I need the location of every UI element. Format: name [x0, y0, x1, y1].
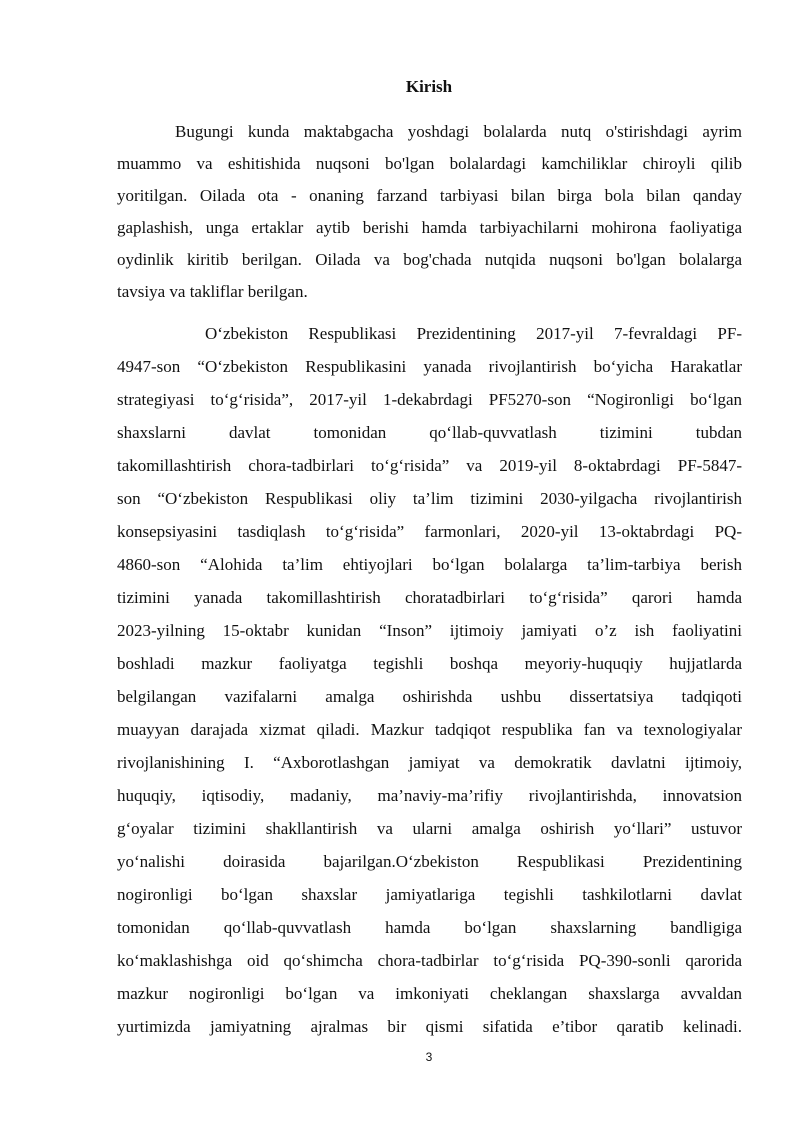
paragraph-2-line-1: O‘zbekiston Respublikasi Prezidentining 2017-yil 7-fevraldagi PF-	[205, 324, 742, 343]
paragraph-1-line-1: Bugungi kunda maktabgacha yoshdagi bolalarda nutq o'stirishdagi ayrim	[175, 122, 742, 141]
paragraph-1-line-2: muammo va eshitishida nuqsoni bo'lgan bolalardagi kamchiliklar chiroyli qilib	[117, 154, 742, 173]
paragraph-2-line-10: 2023-yilning 15-oktabr kunidan “Inson” ijtimoiy jamiyati o’z ish faoliyatini	[117, 621, 742, 640]
paragraph-2-line-5: takomillashtirish chora-tadbirlari to‘g‘risida” va 2019-yil 8-oktabrdagi PF-5847-	[117, 456, 742, 475]
paragraph-2-line-2: 4947-son “O‘zbekiston Respublikasini yanada rivojlantirish bo‘yicha Harakatlar	[117, 357, 742, 376]
paragraph-2-line-21: mazkur nogironligi bo‘lgan va imkoniyati cheklangan shaxslarga avvaldan	[117, 984, 742, 1003]
paragraph-2-line-4: shaxslarni davlat tomonidan qo‘llab-quvvatlash tizimini tubdan	[117, 423, 742, 442]
paragraph-1-line-4: gaplashish, unga ertaklar aytib berishi hamda tarbiyachilarni mohirona faoliyatiga	[117, 218, 742, 237]
paragraph-1-line-5: oydinlik kiritib berilgan. Oilada va bog'chada nutqida nuqsoni bo'lgan bolalarga	[117, 250, 742, 269]
paragraph-2-line-8: 4860-son “Alohida ta’lim ehtiyojlari bo‘lgan bolalarga ta’lim-tarbiya berish	[117, 555, 742, 574]
paragraph-2-line-6: son “O‘zbekiston Respublikasi oliy ta’lim tizimini 2030-yilgacha rivojlantirish	[117, 489, 742, 508]
paragraph-2-line-17: yo‘nalishi doirasida bajarilgan.O‘zbekiston Respublikasi Prezidentining	[117, 852, 742, 871]
paragraph-2-line-7: konsepsiyasini tasdiqlash to‘g‘risida” farmonlari, 2020-yil 13-oktabrdagi PQ-	[117, 522, 742, 541]
paragraph-2-line-14: rivojlanishining I. “Axborotlashgan jamiyat va demokratik davlatni ijtimoiy,	[117, 753, 742, 772]
paragraph-2-line-13: muayyan darajada xizmat qiladi. Mazkur tadqiqot respublika fan va texnologiyalar	[117, 720, 742, 739]
paragraph-2-line-19: tomonidan qo‘llab-quvvatlash hamda bo‘lgan shaxslarning bandligiga	[117, 918, 742, 937]
paragraph-2-line-18: nogironligi bo‘lgan shaxslar jamiyatlariga tegishli tashkilotlarni davlat	[117, 885, 742, 904]
page-number: 3	[425, 1050, 433, 1064]
section-title: Kirish	[405, 77, 453, 96]
paragraph-2-line-22: yurtimizda jamiyatning ajralmas bir qismi sifatida e’tibor qaratib kelinadi.	[117, 1017, 742, 1036]
paragraph-2-line-15: huquqiy, iqtisodiy, madaniy, ma’naviy-ma’rifiy rivojlantirishda, innovatsion	[117, 786, 742, 805]
paragraph-2-line-3: strategiyasi to‘g‘risida”, 2017-yil 1-dekabrdagi PF5270-son “Nogironligi bo‘lgan	[117, 390, 742, 409]
paragraph-1-line-6: tavsiya va takliflar berilgan.	[117, 282, 308, 301]
paragraph-1-line-3: yoritilgan. Oilada ota - onaning farzand tarbiyasi bilan birga bola bilan qanday	[117, 186, 742, 205]
paragraph-2-line-16: g‘oyalar tizimini shakllantirish va ularni amalga oshirish yo‘llari” ustuvor	[117, 819, 742, 838]
paragraph-2-line-12: belgilangan vazifalarni amalga oshirishda ushbu dissertatsiya tadqiqoti	[117, 687, 742, 706]
paragraph-2-line-20: ko‘maklashishga oid qo‘shimcha chora-tadbirlar to‘g‘risida PQ-390-sonli qarorida	[117, 951, 742, 970]
paragraph-2-line-11: boshladi mazkur faoliyatga tegishli boshqa meyoriy-huquqiy hujjatlarda	[117, 654, 742, 673]
paragraph-2-line-9: tizimini yanada takomillashtirish choratadbirlari to‘g‘risida” qarori hamda	[117, 588, 742, 607]
